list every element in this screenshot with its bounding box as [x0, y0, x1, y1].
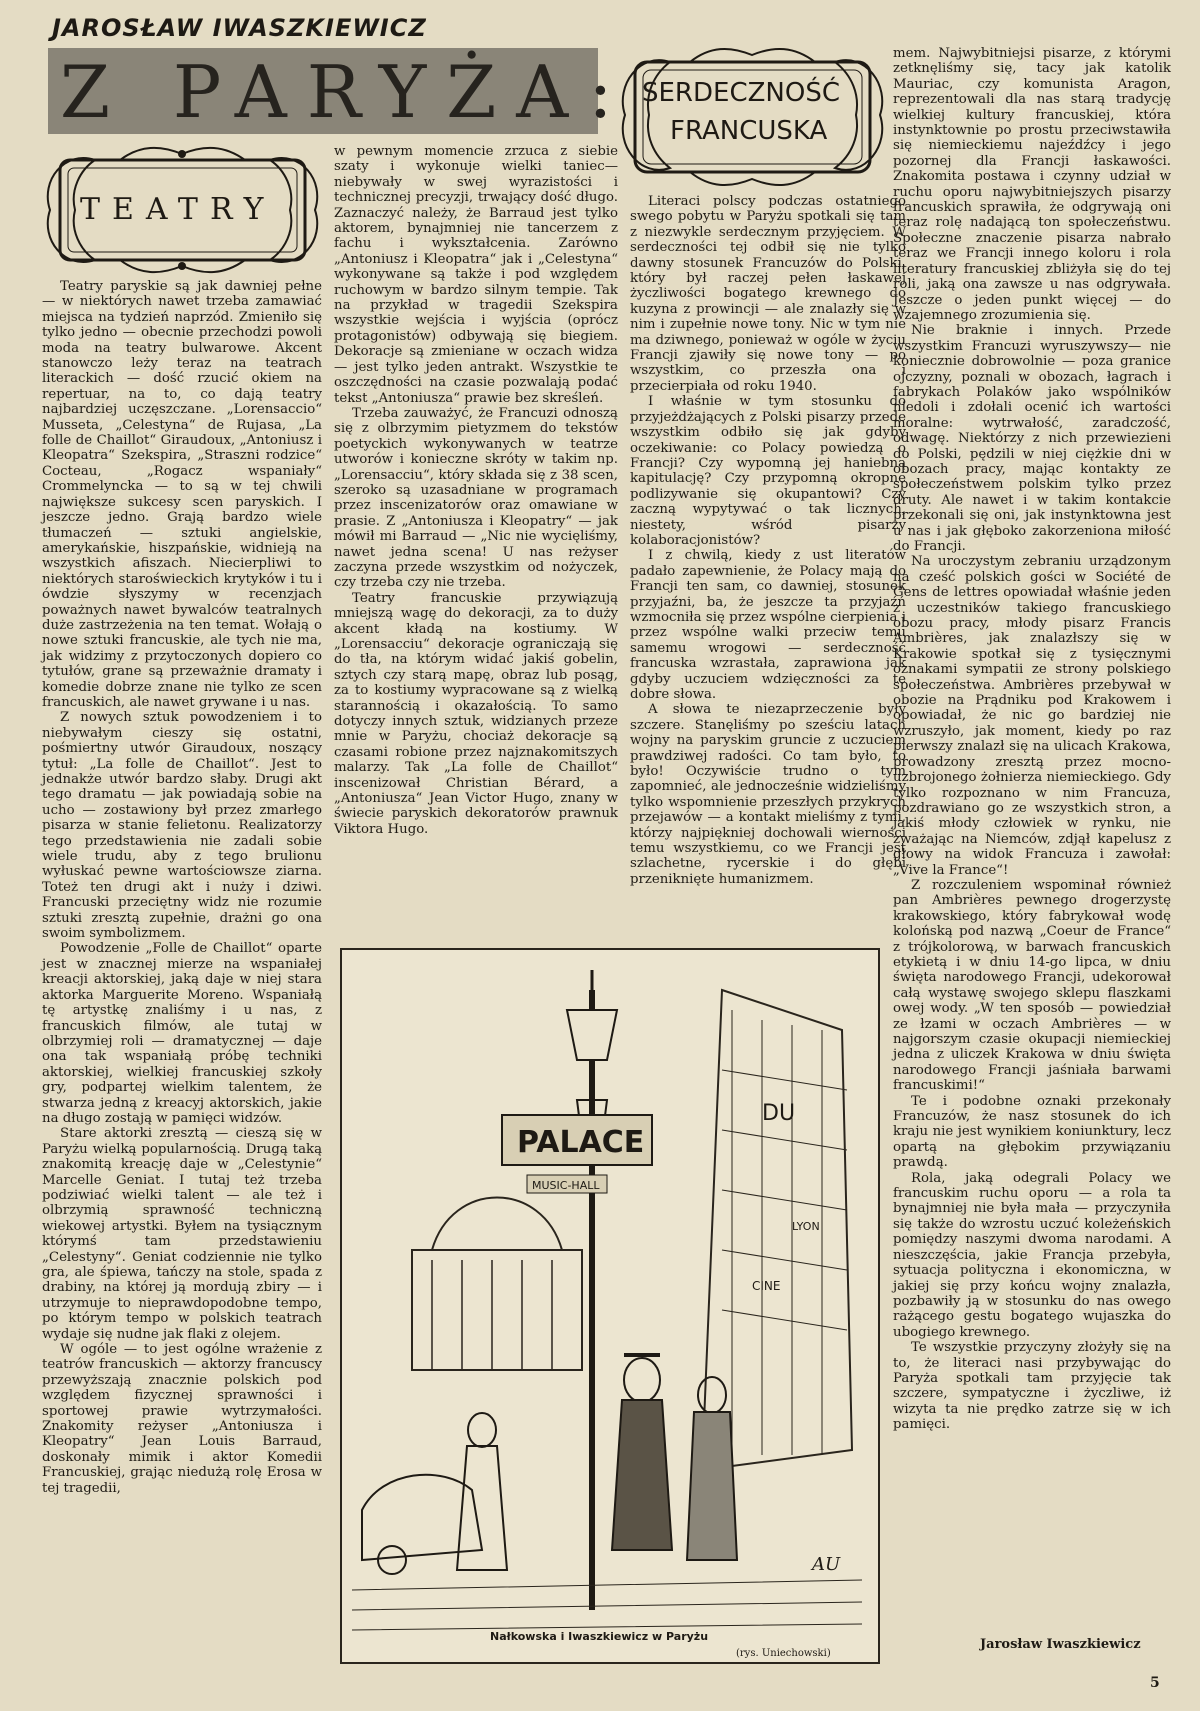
paragraph: Trzeba zauważyć, że Francuzi odnoszą się z olbrzymim pietyzmem do tekstów poetyckich wykonywanych w teatrze utworów i konieczne skróty w takim np. „Lorensacciu“, który składa się z 38 scen, szeroko są uzasadniane w programach przez inscenizatorów oraz omawiane w prasie. Z „Antoniusza i Kleopatry“ — jak mówił mi Barraud — „Nic nie wycięliśmy, nawet jedna scena! U nas reżyser zaczyna przede wszystkim od nożyczek, czy trzeba czy nie trzeba. — [334, 405, 618, 591]
paragraph: Z nowych sztuk powodzeniem i to niebywałym cieszy się ostatni, pośmiertny utwór Giraudoux, noszący tytuł: „La folle de Chaillot“. Jest to jednakże utwór bardzo słaby. Drugi akt tego dramatu — jak powiadają sobie na ucho — zostawiony był przez zmarłego pisarza w stanie felietonu. Realizatorzy tego przedstawienia nie zadali sobie wiele trudu, aby z tego brulionu wyłuskać pewne wartościowsze ziarna. Toteż ten drugi akt i nuży i dziwi. Francuski przeciętny widz nie rozumie sztuki zresztą zupełnie, drażni go ona swoim symbolizmem. — [42, 710, 322, 942]
sign-palace: PALACE — [517, 1125, 645, 1160]
paragraph: A słowa te niezaprzeczenie były szczere. Stanęliśmy po sześciu latach wojny na paryskim gruncie z uczuciem prawdziwej radości. Co tam było, to było! Oczywiście trudno o tym zapomnieć, ale jednocześnie widzieliśmy tylko wspomnienie przeszłych przykrych przejawów — a kontakt mieliśmy z tymi, którzy najpiękniej dochowali wierności temu wszystkiemu, co we Francji jest szlachetne, rycerskie i do głębi przeniknięte humanizmem. — [630, 702, 906, 887]
paragraph: W ogóle — to jest ogólne wrażenie z teatrów francuskich — aktorzy francuscy przewyższają znacznie polskich pod względem fizycznej sprawności i sportowej prawie wytrzymałości. Znakomity reżyser „Antoniusza i Kleopatry“ Jean Louis Barraud, doskonały mimik i aktor Komedii Francuskiej, grając niedużą rolę Erosa w tej tragedii, — [42, 1342, 322, 1496]
paragraph: Nie braknie i innych. Przede wszystkim Francuzi wyruszywszy— nie koniecznie dobrowolnie — poza granice ojczyzny, poznali w obozach, łagrach i fabrykach Polaków jako wspólników niedoli i zdołali ocenić ich wartości moralne: wytrwałość, zaradczość, odwagę. Niektórzy z nich przewiezieni do Polski, pędzili w niej ciężkie dni w obozach pracy, mając kontakty ze społeczeństwem polskim tylko przez druty. Ale nawet i w takim kontakcie przekonali się oni, jak instynktowna jest u nas i jak głęboko zakorzeniona miłość do Francji. — [893, 323, 1171, 554]
text-column-4 — [893, 46, 1171, 1433]
artist-initials: AU — [812, 1554, 841, 1575]
paragraph: Teatry francuskie przywiązują mniejszą wagę do dekoracji, za to duży akcent kładą na kostiumy. W „Lorensacciu“ dekoracje ograniczają się do tła, na którym widać jakiś gobelin, sztych czy starą mapę, obraz lub posąg, za to kostiumy wypracowane są z wielką starannością i okazałością. To samo dotyczy innych sztuk, widzianych przeze mnie w Paryżu, chociaż dekoracje są czasami robione przez najznakomitszych malarzy. Tak „La folle de Chaillot“ inscenizował Christian Bérard, a „Antoniusza“ Jean Victor Hugo, znany w świecie paryskich dekoratorów prawnuk Viktora Hugo. — [334, 590, 618, 837]
text-column-2 — [334, 144, 618, 837]
paragraph: w pewnym momencie zrzuca z siebie szaty i wykonuje wielki taniec— niebywały w swej wyrazistości i technicznej precyzji, trwający dość długo. Zaznaczyć należy, że Barraud jest tylko aktorem, bynajmniej nie tancerzem z fachu i wykształcenia. Zarówno „Antoniusz i Kleopatra“ jak i „Celestyna“ wykonywane są także i pod względem ruchowym w bardzo silnym tempie. Tak na przykład w tragedii Szekspira wszystkie wejścia i wyjścia (oprócz protagonistów) odbywają się biegiem. Dekoracje są zmieniane w oczach widza — jest tylko jeden antrakt. Wszystkie te oszczędności na czasie pozwalają podać tekst „Antoniusza“ prawie bez skreśleń. — [334, 144, 618, 406]
section-label-teatry: TEATRY — [80, 192, 276, 227]
serdecznosc-ornament — [615, 40, 890, 190]
paragraph: Rola, jaką odegrali Polacy we francuskim ruchu oporu — a rola ta bynajmniej nie była mała — przyczyniła się także do wzrostu uczuć koleżeńskich pomiędzy naszymi dwoma narodami. A nieszczęścia, jakie Francja przebyła, sytuacja polityczna i ekonomiczna, w jakiej się przy końcu wojny znalazła, pozbawiły ją w stosunku do nas owego rażącego gestu bogatego wujaszka do ubogiego krewnego. — [893, 1170, 1171, 1340]
sign-music-hall: MUSIC-HALL — [532, 1179, 600, 1192]
paragraph: Na uroczystym zebraniu urządzonym na cześć polskich gości w Société de Gens de lettres opowiadał właśnie jeden z uczestników takiego francuskiego obozu pracy, młody pisarz Francis Ambrières, jak znalazłszy się w Krakowie spotkał się z tysięcznymi oznakami sympatii ze strony polskiego społeczeństwa. Ambrières przebywał w obozie na Prądniku pod Krakowem i opowiadał, że nic go bardziej nie wzruszyło, jak moment, kiedy po raz pierwszy znalazł się na ulicach Krakowa, prowadzony zresztą przez mocno-uzbrojonego żołnierza niemieckiego. Gdy tylko rozpoznano w nim Francuza, pozdrawiano go ze wszystkich stron, a jakiś młody człowiek w rynku, nie zważając na Niemców, zdjął kapelusz z głowy na widok Francuza i zawołał: „Vive la France“! — [893, 554, 1171, 878]
paragraph: I właśnie w tym stosunku do przyjeżdżających z Polski pisarzy przede wszystkim odbiło się jak gdyby oczekiwanie: co Polacy powiedzą o Francji? Czy wypomną jej haniebną kapitulację? Czy przypomną okropne podlizywanie się okupantowi? Czy zaczną wypytywać o tak licznych, niestety, wśród pisarzy kolaboracjonistów? — [630, 394, 906, 548]
paragraph: Z rozczuleniem wspominał również pan Ambrières pewnego drogerzystę krakowskiego, który fabrykował wodę kolońską pod nazwą „Coeur de France“ z trójkolorową, w barwach francuskich etykietą i w dniu 14-go lipca, w dniu święta narodowego Francji, udekorował całą wystawę swojego sklepu flaszkami owej wody. „W ten sposób — powiedział ze łzami w oczach Ambrières — w najgorszym czasie okupacji niemieckiej jedna z uliczek Krakowa w dniu święta narodowego Francji jaśniała barwami francuskimi!“ — [893, 877, 1171, 1094]
article-title: Z PARYŻA: — [60, 50, 633, 134]
illustration-caption: Nałkowska i Iwaszkiewicz w Paryżu — [490, 1630, 709, 1643]
section-label-serdecznosc: SERDECZNOŚĆ — [642, 78, 840, 108]
paragraph: Te i podobne oznaki przekonały Francuzów, że nasz stosunek do ich kraju nie jest wynikiem koniunktury, lecz opartą na głębokim przywiązaniu prawdą. — [893, 1093, 1171, 1171]
sign-cine: CINE — [752, 1279, 781, 1293]
sign-du: DU — [762, 1101, 796, 1126]
sketch-drawing — [342, 950, 878, 1662]
paragraph: Literaci polscy podczas ostatniego swego pobytu w Paryżu spotkali się tam z niezwykle serdecznym przyjęciem. W serdeczności tej odbił się nie tylko dawny stosunek Francuzów do Polski, który był raczej pełen łaskawej życzliwości bogatego krewnego do kuzyna z prowincji — ale znalazły się w nim i zupełnie nowe tony. Nic w tym nie ma dziwnego, ponieważ w ogóle w życiu Francji zjawiły się nowe tony — po wszystkim, co przeszła ona i przecierpiała od roku 1940. — [630, 194, 906, 394]
text-column-3 — [630, 194, 906, 887]
section-label-francuska: FRANCUSKA — [670, 116, 828, 146]
paragraph: Te wszystkie przyczyny złożyły się na to, że literaci nasi przybywając do Paryża spotkali tam przyjęcie tak szczere, sympatyczne i życzliwe, iż wizyta ta nie prędko zatrze się w ich pamięci. — [893, 1340, 1171, 1433]
illustration-street-scene — [340, 948, 880, 1664]
paragraph: I z chwilą, kiedy z ust literatów padało zapewnienie, że Polacy mają do Francji ten sam, co dawniej, stosunek przyjaźni, ba, że jeszcze ta przyjaźń wzmocniła się przez wspólne cierpienia i przez wspólne walki przeciw temu samemu wrogowi — serdeczność francuska wzrastała, zaprawiona jak gdyby uczuciem wdzięczności za te dobre słowa. — [630, 548, 906, 702]
author-signature: Jarosław Iwaszkiewicz — [980, 1637, 1141, 1652]
paragraph: Powodzenie „Folle de Chaillot“ oparte jest w znacznej mierze na wspaniałej kreacji aktorskiej, jaką daje w niej stara aktorka Marguerite Moreno. Wspaniałą tę artystkę znaliśmy i u nas, z francuskich filmów, ale tutaj w olbrzymiej roli — dramatycznej — daje ona tak wspaniałą próbę techniki aktorskiej, wielkiej francuskiej szkoły gry, podpartej wielkim talentem, że stwarza jedną z kreacyj aktorskich, jakie na długo zostają w pamięci widzów. — [42, 941, 322, 1126]
paragraph: Stare aktorki zresztą — cieszą się w Paryżu wielką popularnością. Drugą taką znakomitą kreację daje w „Celestynie“ Marcelle Geniat. I tutaj też trzeba podziwiać wielki talent — ale też i olbrzymią sprawność techniczną wiekowej artystki. Byłem na tysiącznym którymś tam przedstawieniu „Celestyny“. Geniat codziennie nie tylko gra, ale śpiewa, tańczy na stole, spada z drabiny, na której ją mordują zbiry — i utrzymuje to nieprawdopodobne tempo, po którym tempo w polskich teatrach wydaje się nudne jak flaki z olejem. — [42, 1126, 322, 1342]
paragraph: mem. Najwybitniejsi pisarze, z którymi zetknęliśmy się, tacy jak katolik Mauriac, czy komunista Aragon, reprezentowali dla nas starą tradycję wielkiej kultury francuskiej, która instynktownie po prostu przeciwstawiła się niemieckiemu najeźdźcy i jego pozornej dla Francji łaskawości. Znakomita postawa i czynny udział w ruchu oporu najwybitniejszych pisarzy francuskich sprawiła, że odgrywają oni teraz rolę nadającą ton społeczeństwu. Społeczne znaczenie pisarza nabrało teraz we Francji innego koloru i rola literatury francuskiej zbliżyła się do tej roli, jaką ona zawsze u nas odgrywała. Jeszcze o jeden punkt więcej — do wzajemnego zrozumienia się. — [893, 46, 1171, 323]
sign-lyon: LYON — [792, 1220, 820, 1233]
paragraph: Teatry paryskie są jak dawniej pełne — w niektórych nawet trzeba zamawiać miejsca na tydzień naprzód. Zmieniło się tylko jedno — obecnie przechodzi powoli moda na teatry bulwarowe. Akcent stanowczo leży teraz na teatrach literackich — dość rzucić okiem na repertuar, na to, co dają teatry najbardziej uczęszczane. „Lorensaccio“ Musseta, „Celestyna“ de Rujasa, „La folle de Chaillot“ Giraudoux, „Antoniusz i Kleopatra“ Szekspira, „Straszni rodzice“ Cocteau, „Rogacz wspaniały“ Crommelyncka — to są w tej chwili największe sukcesy scen paryskich. I jeszcze jedno. Grają bardzo wiele tłumaczeń — sztuki angielskie, amerykańskie, hiszpańskie, widnieją na wszystkich afiszach. Niecierpliwi to niektórych staroświeckich krytyków i tu i ówdzie słyszymy w recenzjach poważnych nawet bywalców teatralnych duże zastrzeżenia na ten temat. Wołają o nowe sztuki francuskie, ale tych nie ma, jak widzimy z przytoczonych dopiero co tytułów, grane są przeważnie dramaty i komedie dobrze znane nie tylko ze scen francuskich, ale nawet grywane i u nas. — [42, 279, 322, 710]
text-column-1 — [42, 279, 322, 1496]
author-header: JAROSŁAW IWASZKIEWICZ — [52, 14, 427, 42]
page-number: 5 — [1150, 1675, 1160, 1691]
illustration-credit: (rys. Uniechowski) — [736, 1648, 831, 1659]
